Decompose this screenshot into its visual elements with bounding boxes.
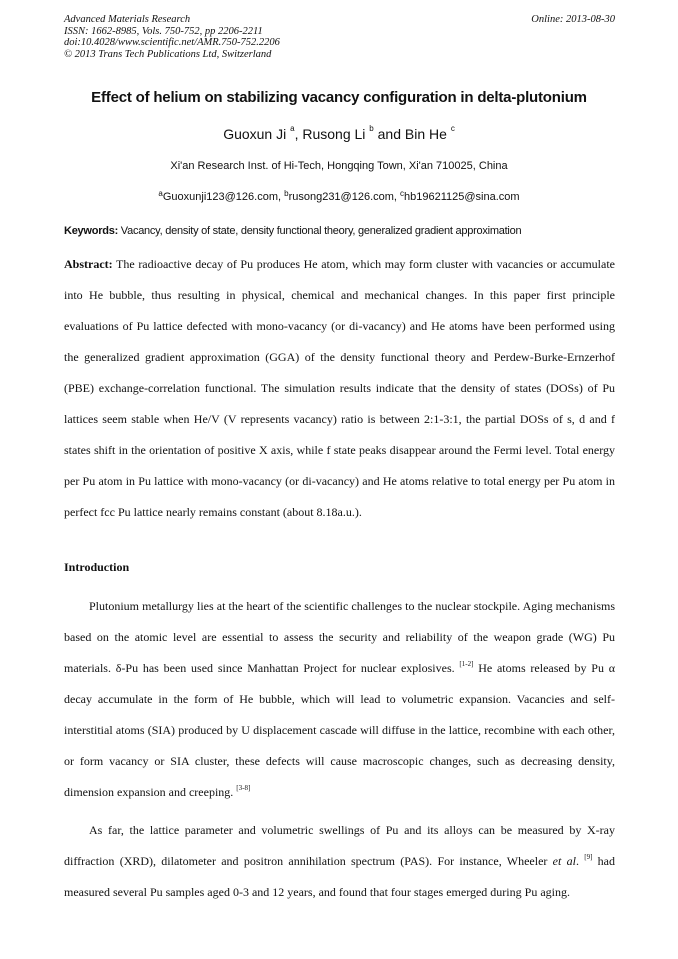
online-date: Online: 2013-08-30 [531,14,615,25]
journal-header [64,14,615,60]
author-superscript: a [290,124,295,133]
section-heading-introduction: Introduction [64,560,130,574]
keywords-label: Keywords: [64,225,118,237]
author-name: Bin He [404,126,447,142]
author-emails: $^a$Guoxunji123@126.com, $^b$rusong231@126.com, $^c$hb19621125@sina.com [158,189,520,203]
intro-paragraph-2: As far, the lattice parameter and volumetric swellings of Pu and its alloys can be measured by X-ray diffraction (XRD), dilatometer and positron annihilation spectrum (PAS). For instance, Wheeler et al. [9] had measured several Pu samples aged 0-3 and 12 years, and found that four stages emerged during Pu aging. [64,823,616,899]
journal-issn: ISSN: 1662-8985, Vols. 750-752, pp 2206-2211 [64,25,263,37]
author-list: Guoxun Ji $^a$, Rusong Li $^b$ and Bin He $^c$ [223,124,455,142]
email-address: rusong231@126.com, [288,191,401,203]
abstract-label: Abstract: [64,257,113,271]
email-address: hb19621125@sina.com [404,191,520,203]
author-superscript: b [369,124,374,133]
author-name: Guoxun Ji [223,126,287,142]
author-superscript: c [450,124,455,133]
paper-title: Effect of helium on stabilizing vacancy configuration in delta-plutonium [91,89,587,106]
intro-paragraph-1: Plutonium metallurgy lies at the heart of the scientific challenges to the nuclear stockpile. Aging mechanisms based on the atomic level are essential to assess the security and reliability of the weapon grade (WG) Pu materials. δ-Pu has been used since Manhattan Project for nuclear explosives. [1-2] He atoms released by Pu α decay accumulate in the form of He bubble, which will lead to volumetric expansion. Vacancies and self-interstitial atoms (SIA) produced by U displacement cascade will diffuse in the lattice, recombine with each other, or form vacancy or SIA cluster, these defects will cause macroscopic changes, such as decreasing density, dimension expansion and creeping. [3-8] [64,599,616,799]
journal-copyright: © 2013 Trans Tech Publications Ltd, Switzerland [64,48,272,60]
affiliation: Xi'an Research Inst. of Hi-Tech, Hongqing Town, Xi'an 710025, China [170,160,508,172]
abstract [64,249,615,528]
email-address: Guoxunji123@126.com, [162,191,285,203]
journal-doi: doi:10.4028/www.scientific.net/AMR.750-752.2206 [64,37,280,48]
keywords [64,225,615,237]
citation: [9] [584,853,593,861]
citation: [3-8] [236,784,251,792]
keywords-text: Vacancy, density of state, density functional theory, generalized gradient approximation [118,225,522,237]
journal-name: Advanced Materials Research [64,14,191,25]
citation: [1-2] [459,660,474,668]
author-name: Rusong Li [302,126,366,142]
abstract-text: The radioactive decay of Pu produces He atom, which may form cluster with vacancies or accumulate into He bubble, thus resulting in physical, chemical and mechanical changes. In this paper first principle evaluations of Pu lattice defected with mono-vacancy (or di-vacancy) and He atoms have been performed using the generalized gradient approximation (GGA) of the density functional theory and Perdew-Burke-Ernzerhof (PBE) exchange-correlation functional. The simulation results indicate that the density of states (DOSs) of Pu lattices seem stable when He/V (V represents vacancy) ratio is between 2:1-3:1, the partial DOSs of s, d and f states shift in the orientation of positive X axis, while f state peaks disappear around the Fermi level. Total energy per Pu atom in Pu lattice with mono-vacancy (or di-vacancy) and He atoms relative to total energy per Pu atom in perfect fcc Pu lattice nearly remains constant (about 8.18a.u.). [64,257,615,519]
